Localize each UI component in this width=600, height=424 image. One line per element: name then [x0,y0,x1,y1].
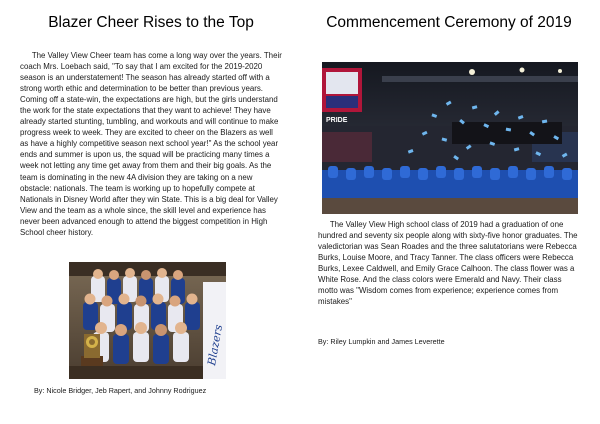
cheer-banner-text: Blazers [205,323,226,367]
cheer-byline: By: Nicole Bridger, Jeb Rapert, and Johnny Rodriguez [34,386,207,395]
commencement-article-text: The Valley View High school class of 2019 had a graduation of one hundred and seventy six people along with sixty-five honor graduates. The valedictorian was Sean Roades and the three salutatorians were Rebecca Burks, Louise Moore, and Tracy Tanner. The class officers were Rebecca Burks, Lexee Caldwell, and Emily Grace Calhoon. The class flower was a White Rose. And the class colors were Emerald and Navy. Their class motto was "Wisdom comes from experience; experience comes from mistakes" [318,220,578,307]
arena-sign-text: PRIDE [326,117,348,124]
commencement-byline: By: Riley Lumpkin and James Leverette [318,337,445,346]
cheer-headline: Blazer Cheer Rises to the Top [48,14,254,31]
graduation-photo [322,62,578,214]
cheer-team-photo [69,262,226,379]
commencement-article-body [318,219,580,307]
cheer-article-body [20,50,282,238]
commencement-headline: Commencement Ceremony of 2019 [326,14,572,31]
cheer-article-text: The Valley View Cheer team has come a long way over the years. Their coach Mrs. Loebach said, "To say that I am excited for the 2019-2020 season is an understatement! The season has already started off with a strong worth ethic and determination to be better than previous years. Coming off a state-win, the expectations are high, but the girls understand the work for the state expectations that they want to achieve! They have already started stunting, tumbling, and workouts and will continue to make progress week to week. They are excited to cheer on the Blazers as well as have a highly competitive season next school year!" As the school year ends and summer is upon us, the squad will be practicing many times a week not letting any time get away from them and their big goals. As the team is dominating in the new 4A division they are taking on a new obstacle: nationals. The team is working up to hopefully compete at Nationals in Disney World after they win State. This is a big deal for Valley View and the team as a whole since, the skill level and experience has never been advanced enough to attend the biggest competition in High School cheer history. [20,51,282,237]
